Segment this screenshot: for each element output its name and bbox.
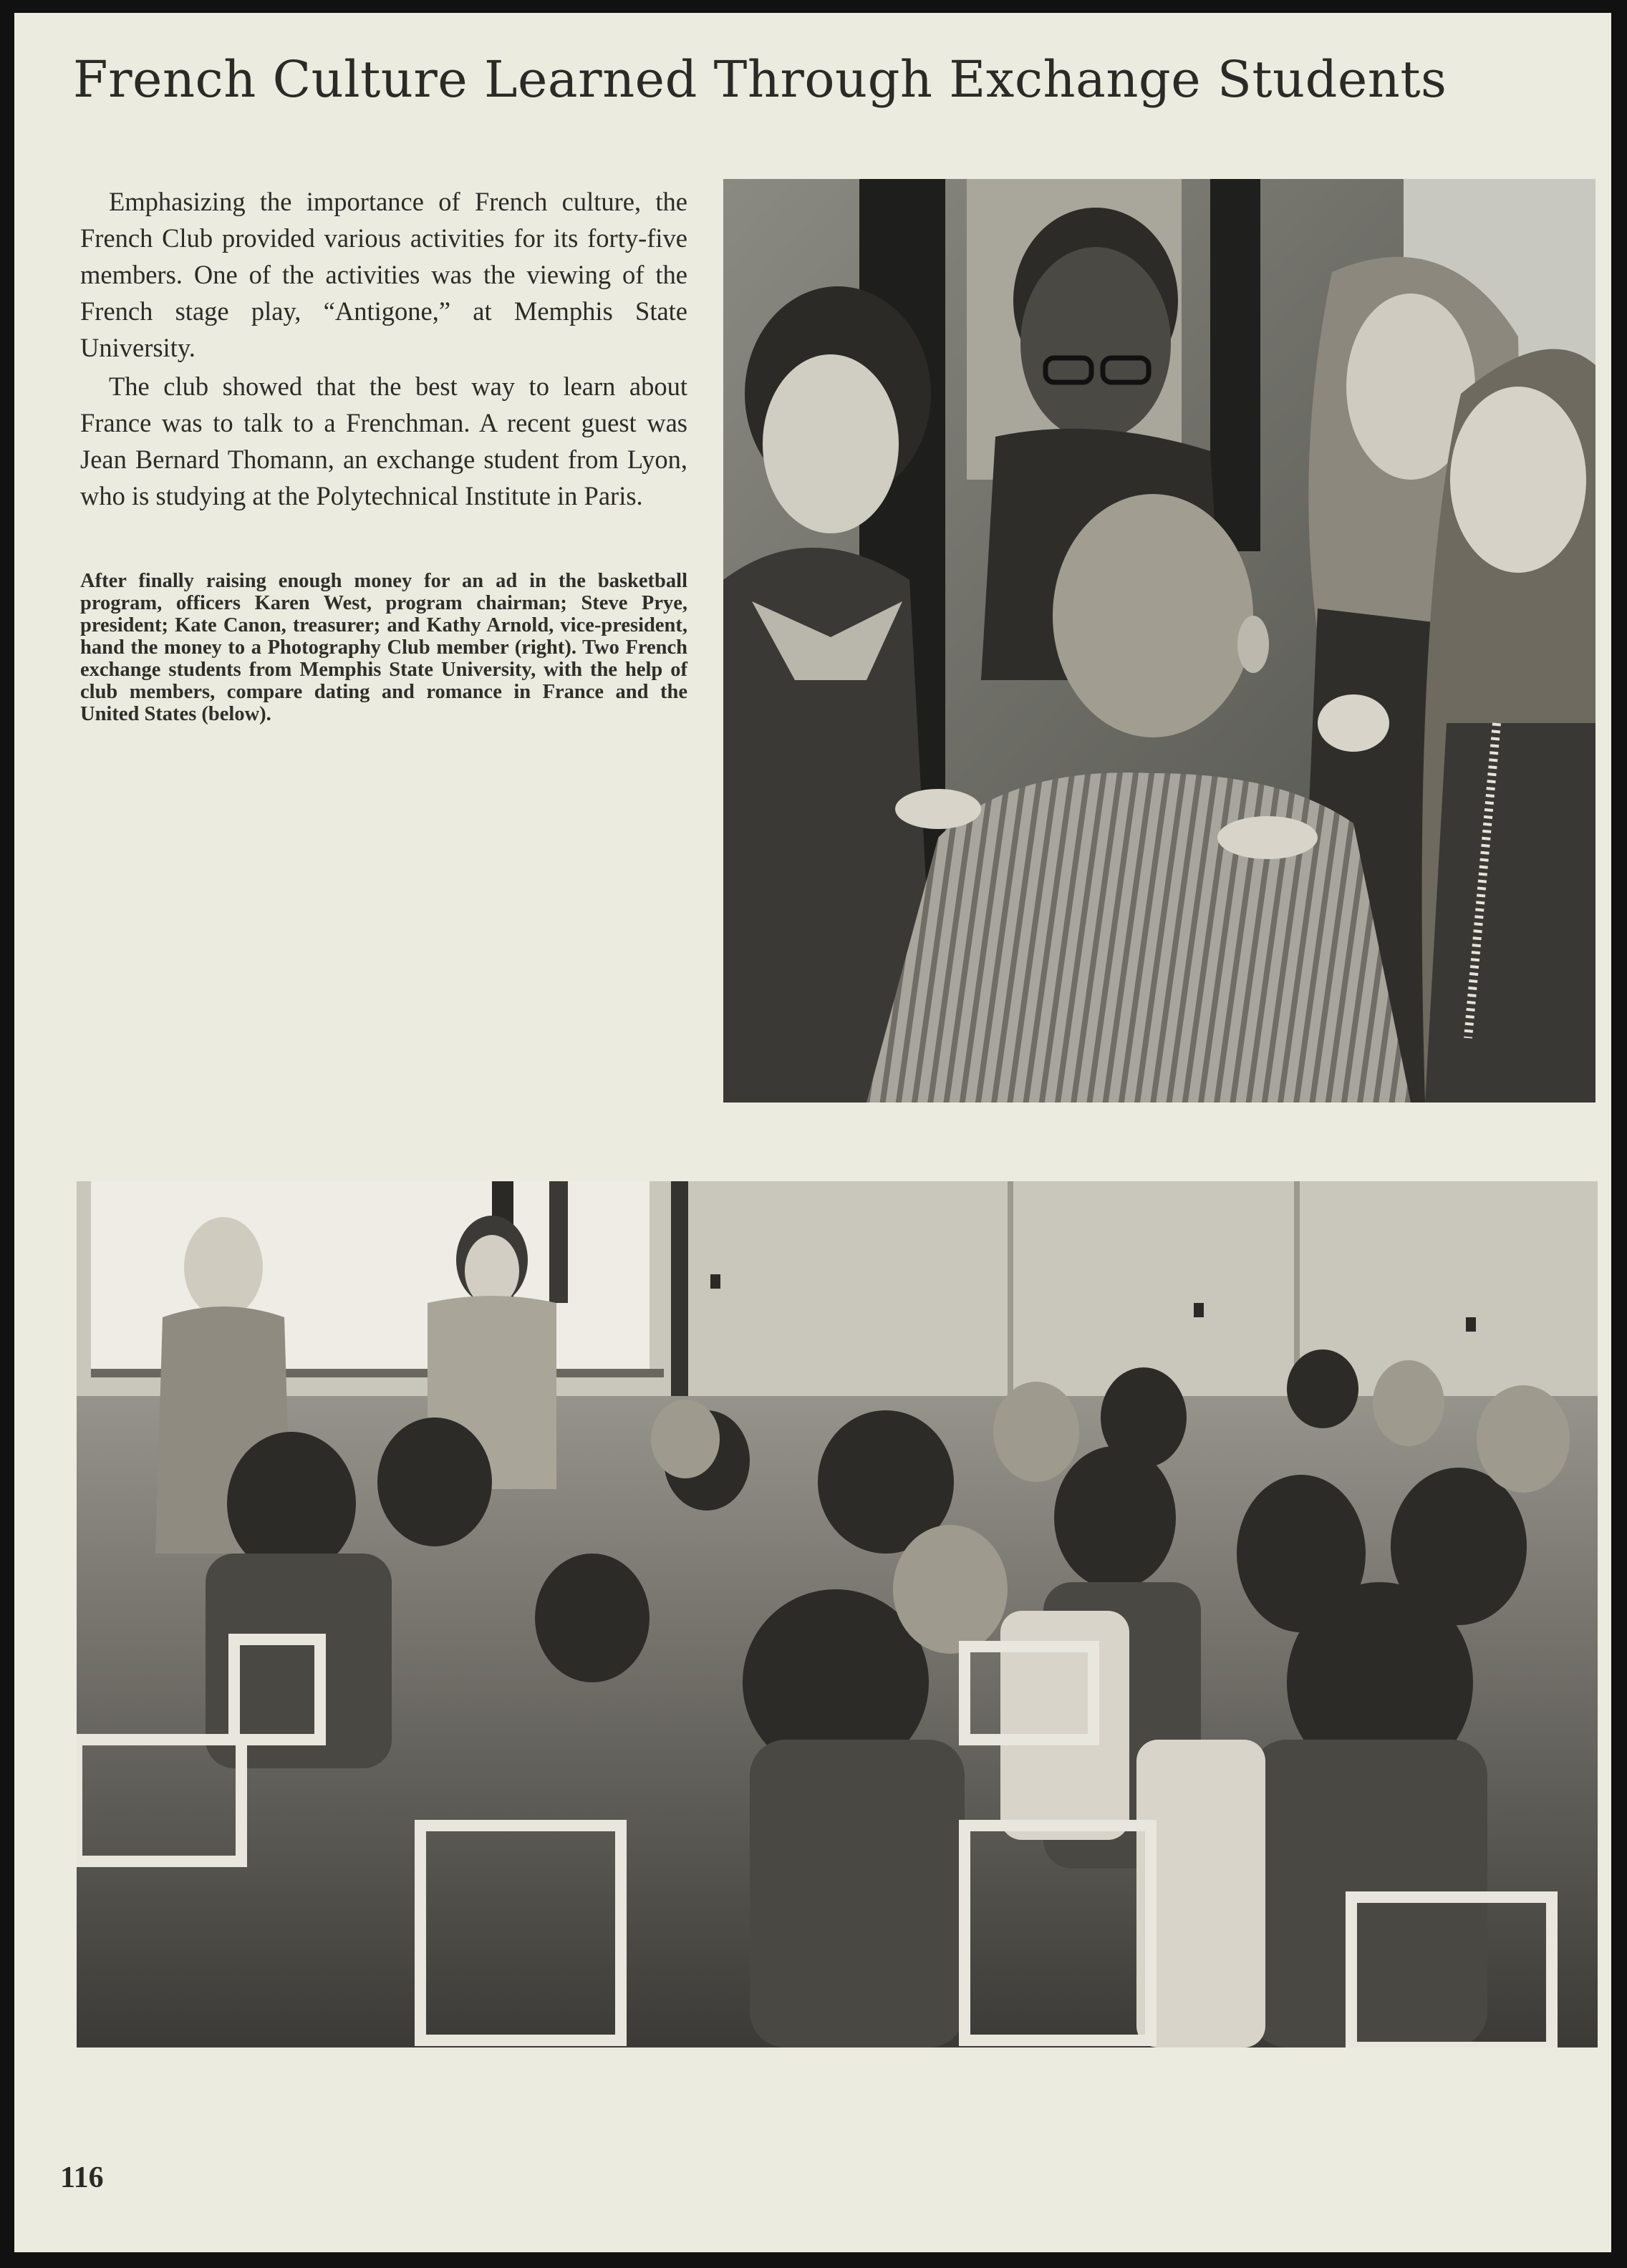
officers-photo-image: [723, 179, 1595, 1102]
classroom-photo-image: [77, 1181, 1598, 2048]
officers-photo: [723, 179, 1595, 1102]
article-paragraph: Emphasizing the importance of French culture, the French Club provided various activities for its forty-five members. One of the activities was the viewing of the French stage play, “Antigone,” at Memphis State University.: [80, 187, 687, 362]
article-body: [80, 183, 687, 516]
photo-caption: After finally raising enough money for an ad in the basketball program, officers Karen West, program chairman; Steve Prye, president; Kate Canon, treasurer; and Kathy Arnold, vice-president, hand the money to a Photography Club member (right). Two French exchange students from Memphis State University, with the help of club members, compare dating and romance in France and the United States (below).: [80, 570, 687, 725]
classroom-photo: [77, 1181, 1598, 2048]
page-title: French Culture Learned Through Exchange Students: [73, 50, 1447, 109]
article-paragraph: The club showed that the best way to learn about France was to talk to a Frenchman. A recent guest was Jean Bernard Thomann, an exchange student from Lyon, who is studying at the Polytechnical Institute in Paris.: [80, 372, 687, 510]
yearbook-page: [14, 13, 1611, 2252]
page-number: 116: [60, 2161, 104, 2194]
